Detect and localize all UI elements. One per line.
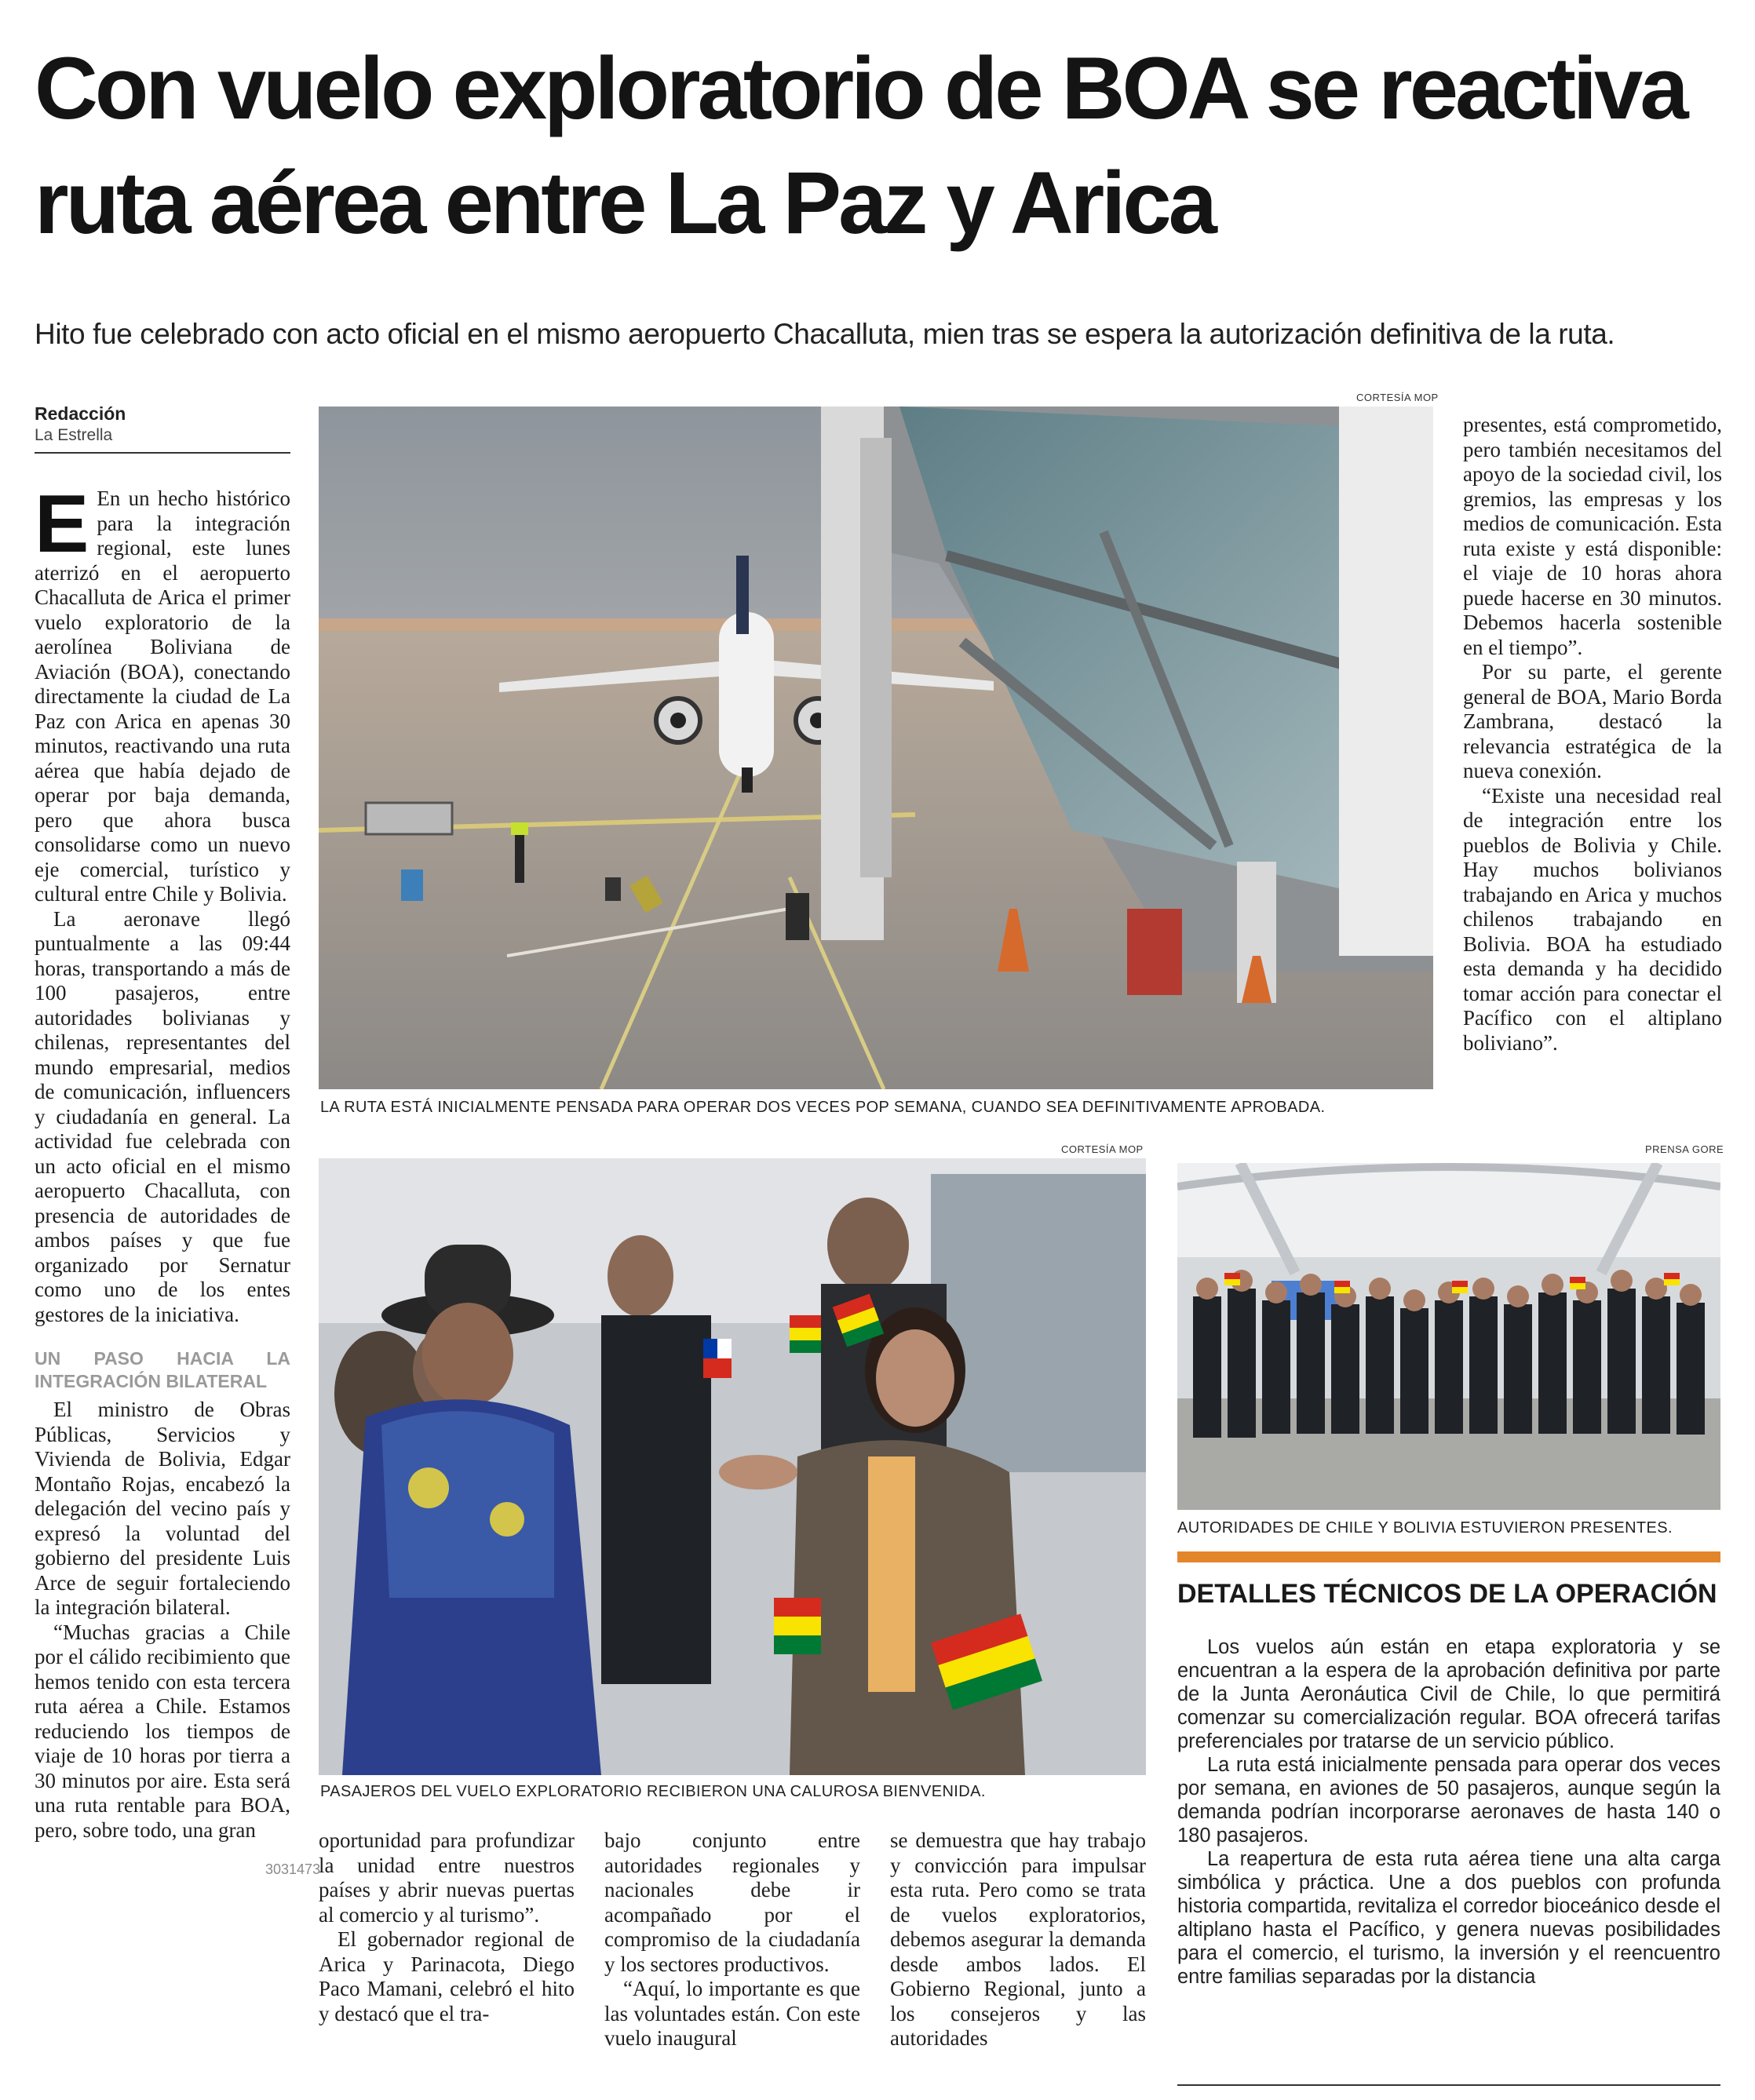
box-bottom-rule [1177, 2084, 1720, 2086]
article-paragraph: Por su parte, el gerente general de BOA, Mario Borda Zambrana, destacó la relevancia estratégica de la nueva conexión. [1463, 660, 1722, 782]
box-title: DETALLES TÉCNICOS DE LA OPERACIÓN [1177, 1579, 1717, 1609]
article-column-4 [890, 1828, 1146, 2051]
headline: Con vuelo exploratorio de BOA se reactiva ruta aérea entre La Paz y Arica [35, 39, 1686, 252]
box-paragraph: La reapertura de esta ruta aérea tiene una alta carga simbólica y práctica. Une a dos pueblos con profunda historia compartida, revitaliza el corredor bioceánico desde el altiplano hasta el Pacífico, y genera nuevas posibilidades para el comercio, el turismo, la inversión y el reencuentro entre familias separadas por la distancia [1177, 1848, 1720, 1988]
article-paragraph: presentes, está comprometido, pero también necesitamos del apoyo de la sociedad civil, los gremios, las empresas y los medios de comunicación. Esta ruta existe y está disponible: el viaje de 10 horas ahora puede hacerse en 30 minutos. Debemos hacerla sostenible en el tiempo”. [1463, 413, 1722, 659]
byline-divider [35, 452, 290, 454]
article-column-3 [604, 1828, 860, 2051]
article-paragraph: bajo conjunto entre autoridades regionales y nacionales debe ir acompañado por el compromiso de la ciudadanía y los sectores productivos. [604, 1828, 860, 1976]
article-paragraph: El ministro de Obras Públicas, Servicios y Vivienda de Bolivia, Edgar Montaño Rojas, encabezó la delegación del vecino país y expresó la voluntad del gobierno del presidente Luis Arce de seguir fortaleciendo la integración bilateral. [35, 1398, 290, 1619]
photo-caption: PASAJEROS DEL VUELO EXPLORATORIO RECIBIERON UNA CALUROSA BIENVENIDA. [320, 1783, 986, 1800]
watermark: 3031473 [265, 1861, 321, 1877]
article-paragraph: “Existe una necesidad real de integración entre los pueblos de Bolivia y Chile. Hay muchos bolivianos trabajando en Arica y muchos chilenos trabajando en Bolivia. BOA ha estudiado esta demanda y ha decidido tomar acción para conectar el Pacífico con el altiplano boliviano”. [1463, 783, 1722, 1055]
article-paragraph: El gobernador regional de Arica y Parinacota, Diego Paco Mamani, celebró el hito y destacó que el tra- [319, 1927, 575, 2025]
article-paragraph: La aeronave llegó puntualmente a las 09:44 horas, transportando a más de 100 pasajeros, entre autoridades bolivianas y chilenas, representantes del mundo empresarial, medios de comunicación, influencers y ciudadanía en general. La actividad fue celebrada con un acto oficial en el mismo aeropuerto Chacalluta, con presencia de autoridades de ambos países y que fue organizado por Sernatur como uno de los entes gestores de la iniciativa. [35, 906, 290, 1326]
article-paragraph: “Aquí, lo importante es que las voluntades están. Con este vuelo inaugural [604, 1977, 860, 2050]
handshake-welcome-image [319, 1158, 1146, 1775]
aircraft-on-apron-image [319, 407, 1433, 1089]
box-accent-bar [1177, 1551, 1720, 1562]
byline-organization: La Estrella [35, 426, 113, 444]
byline-name: Redacción [35, 403, 126, 424]
box-paragraph: Los vuelos aún están en etapa exploratoria y se encuentran a la espera de la aprobación definitiva por parte de la Junta Aeronáutica Civil de Chile, lo que permitirá comenzar su comercialización regular. BOA ofrecerá tarifas preferenciales por tratarse de un servicio público. [1177, 1636, 1720, 1752]
article-paragraph: “Muchas gracias a Chile por el cálido recibimiento que hemos tenido con esta tercera ruta aérea a Chile. Estamos reduciendo los tiempos de viaje de 10 horas por tierra a 30 minutos por aire. Esta será una ruta rentable para BOA, pero, sobre todo, una gran [35, 1620, 290, 1842]
section-subhead: UN PASO HACIA LA INTEGRACIÓN BILATERAL [35, 1348, 290, 1391]
article-column-5 [1463, 413, 1722, 1055]
photo-credit: PRENSA GORE [1645, 1143, 1724, 1155]
box-paragraph: La ruta está inicialmente pensada para operar dos veces por semana, en aviones de 50 pasajeros, aunque según la demanda podrían incorporarse aeronaves de hasta 140 o 180 pasajeros. [1177, 1754, 1720, 1847]
article-column-1 [35, 479, 290, 1843]
article-column-2 [319, 1828, 575, 2026]
box-text [1177, 1635, 1720, 1989]
lead-paragraph: E En un hecho histórico para la integración regional, este lunes aterrizó en el aeropuerto Chacalluta de Arica el primer vuelo exploratorio de la aerolínea Boliviana de Aviación (BOA), conectando directamente la ciudad de La Paz con Arica en apenas 30 minutos, reactivando una ruta aérea que había dejado de operar por baja demanda, pero que ahora busca consolidarse como un nuevo eje comercial, turístico y cultural entre Chile y Bolivia. [35, 479, 290, 906]
photo-boa-aircraft [319, 407, 1433, 1089]
photo-authorities [1177, 1163, 1720, 1510]
article-paragraph: se demuestra que hay trabajo y convicción para impulsar esta ruta. Pero como se trata de vuelos exploratorios, debemos asegurar la demanda desde ambos lados. El Gobierno Regional, junto a los consejeros y las autoridades [890, 1828, 1146, 2050]
deck: Hito fue celebrado con acto oficial en el mismo aeropuerto Chacalluta, mien tras se espera la autorización definitiva de la ruta. [35, 318, 1615, 350]
photo-caption: LA RUTA ESTÁ INICIALMENTE PENSADA PARA OPERAR DOS VECES POP SEMANA, CUANDO SEA DEFINITIVAMENTE APROBADA. [320, 1099, 1326, 1116]
photo-credit: CORTESÍA MOP [1356, 392, 1439, 403]
photo-welcome [319, 1158, 1146, 1775]
photo-credit: CORTESÍA MOP [1061, 1143, 1144, 1155]
drop-cap: E [35, 479, 89, 570]
photo-caption: AUTORIDADES DE CHILE Y BOLIVIA ESTUVIERON PRESENTES. [1177, 1519, 1673, 1537]
article-paragraph: oportunidad para profundizar la unidad entre nuestros países y abrir nuevas puertas al comercio y al turismo”. [319, 1828, 575, 1927]
group-authorities-image [1177, 1163, 1720, 1510]
